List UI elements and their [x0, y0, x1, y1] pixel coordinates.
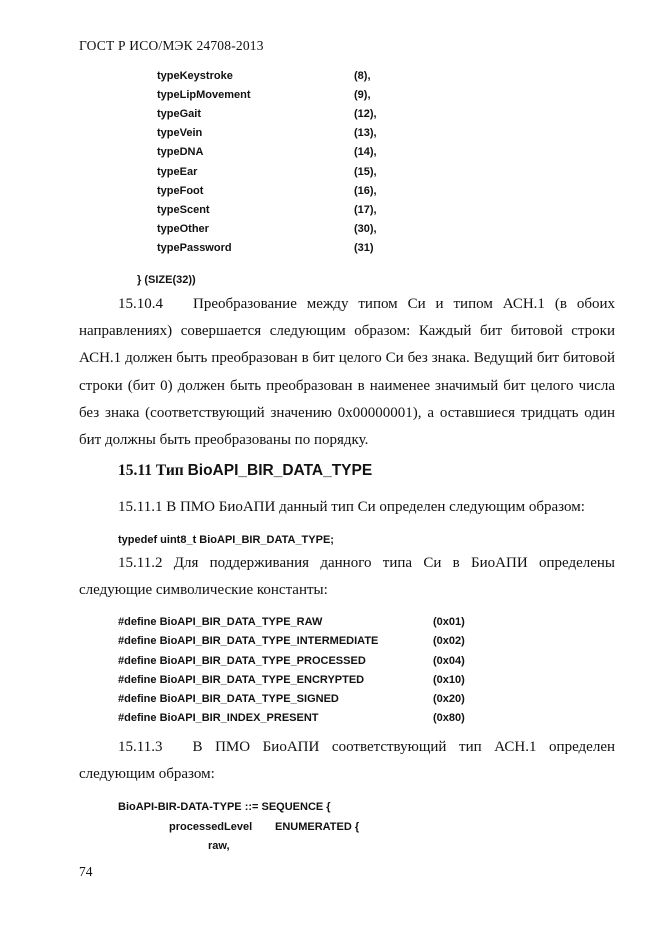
paragraph-first-line-text: Преобразование между типом Си и типом АСН.1 (в обоих: [193, 296, 615, 312]
type-name: typeVein: [157, 127, 203, 139]
size-close-line: } (SIZE(32)): [137, 274, 196, 286]
define-value: (0x02): [433, 635, 465, 647]
type-name: typeEar: [157, 166, 198, 178]
type-value: (17),: [354, 204, 377, 216]
type-name: typeScent: [157, 204, 210, 216]
asn-def-line: BioAPI-BIR-DATA-TYPE ::= SEQUENCE {: [118, 801, 331, 813]
define-value: (0x80): [433, 712, 465, 724]
page-number: 74: [79, 864, 93, 879]
paragraph-body: следующим образом:: [79, 766, 215, 783]
type-name: typeGait: [157, 108, 202, 120]
paragraph-15-10-4: [79, 291, 615, 454]
define-name: #define BioAPI_BIR_DATA_TYPE_SIGNED: [118, 693, 339, 705]
paragraph-number: 15.11.3: [118, 739, 163, 755]
define-value: (0x10): [433, 674, 465, 686]
type-value: (16),: [354, 185, 377, 197]
type-name: typeLipMovement: [157, 89, 251, 101]
heading-prefix: 15.11 Тип: [118, 462, 184, 479]
paragraph-first-line: [79, 291, 615, 318]
asn-def-field-type: ENUMERATED {: [275, 821, 360, 833]
define-name: #define BioAPI_BIR_DATA_TYPE_ENCRYPTED: [118, 674, 365, 686]
type-value: (8),: [354, 70, 371, 82]
type-name: typePassword: [157, 242, 232, 254]
define-name: #define BioAPI_BIR_DATA_TYPE_INTERMEDIATE: [118, 635, 379, 647]
define-value: (0x01): [433, 616, 465, 628]
paragraph-15-11-2: [79, 550, 615, 604]
define-value: (0x04): [433, 655, 465, 667]
define-name: #define BioAPI_BIR_INDEX_PRESENT: [118, 712, 319, 724]
asn-def-enum-item: raw,: [208, 840, 230, 852]
typedef-line: typedef uint8_t BioAPI_BIR_DATA_TYPE;: [118, 534, 334, 546]
define-value: (0x20): [433, 693, 465, 705]
type-value: (9),: [354, 89, 371, 101]
paragraph-15-11-1: 15.11.1 В ПМО БиоАПИ данный тип Си определен следующим образом:: [118, 499, 585, 515]
type-value: (12),: [354, 108, 377, 120]
paragraph-number: 15.10.4: [118, 296, 163, 312]
section-heading-15-11: [118, 462, 372, 480]
type-value: (13),: [354, 127, 377, 139]
type-name: typeFoot: [157, 185, 204, 197]
paragraph-first-line-text: 15.11.2 Для поддерживания данного типа Си в БиоАПИ определены: [118, 555, 615, 571]
define-name: #define BioAPI_BIR_DATA_TYPE_RAW: [118, 616, 323, 628]
document-header: ГОСТ Р ИСО/МЭК 24708-2013: [79, 38, 264, 53]
type-value: (15),: [354, 166, 377, 178]
type-value: (14),: [354, 146, 377, 158]
paragraph-15-11-3: [79, 734, 615, 788]
type-name: typeDNA: [157, 146, 204, 158]
paragraph-body: направлениях) совершается следующим образом: Каждый бит битовой строки АСН.1 должен быть преобразован в бит целого Си без знака. Ведущий бит битовой строки (бит 0) должен быть преобразован в наименее значимый бит целого числа без знака (соответствующий значению 0x00000001), а оставшиеся тридцать один бит должны быть преобразованы по порядку.: [79, 323, 615, 449]
paragraph-first-line: [79, 734, 615, 761]
paragraph-body: следующие символические константы:: [79, 582, 328, 599]
heading-type-name: BioAPI_BIR_DATA_TYPE: [187, 462, 373, 479]
define-name: #define BioAPI_BIR_DATA_TYPE_PROCESSED: [118, 655, 366, 667]
type-value: (31): [354, 242, 374, 254]
type-name: typeOther: [157, 223, 209, 235]
asn-def-field-name: processedLevel: [169, 821, 253, 833]
type-value: (30),: [354, 223, 377, 235]
paragraph-first-line-text: В ПМО БиоАПИ соответствующий тип АСН.1 определен: [192, 739, 615, 755]
type-name: typeKeystroke: [157, 70, 233, 82]
